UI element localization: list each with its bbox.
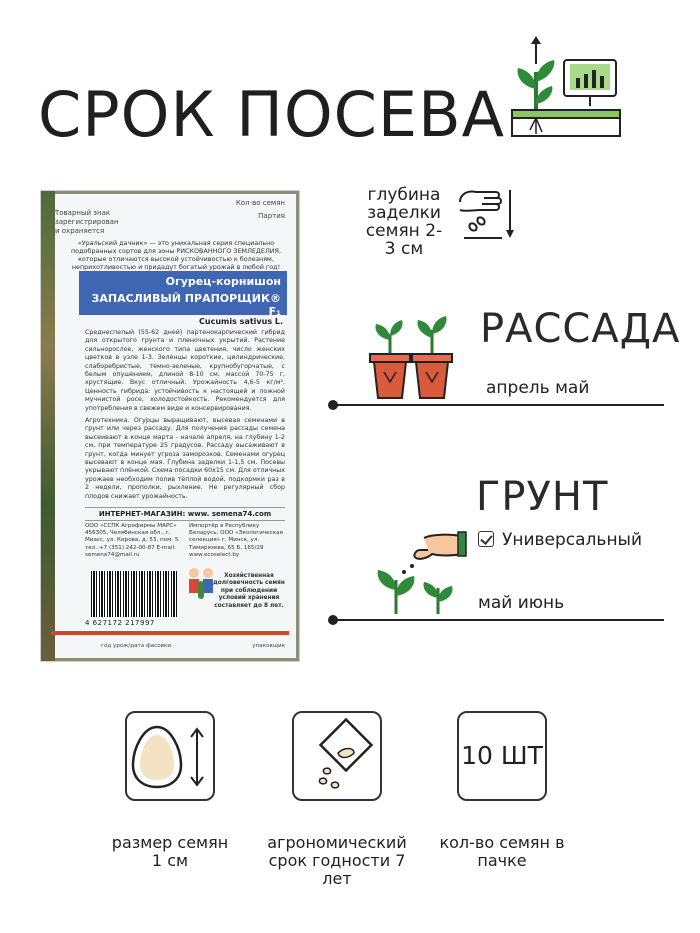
seedlings-months: апрель май [486, 378, 590, 398]
packet-duration: Хозяйственная долговечность семян при соблюдении условий хранения составляет до 8 лет. [213, 573, 285, 609]
open-ground-timeline [334, 619, 664, 621]
barcode-number: 4 627172 217997 [85, 619, 155, 627]
packet-shop: ИНТЕРНЕТ-МАГАЗИН: www. semena74.com [85, 507, 285, 521]
seed-count-value: 10 ШТ [461, 741, 543, 770]
open-ground-title: ГРУНТ [476, 474, 609, 520]
planting-hand-icon [372, 528, 468, 618]
packet-intro: «Уральский дачник» — это уникальная серия специально подобранных сортов для зоны РИСКОВАННОГО ЗЕМЛЕДЕЛИЯ, которые отличаются высокой устойчивостью к болезням, неприхотливостью и придадут богатый урожай в любой год! [71, 239, 281, 271]
seed-count-caption: кол-во семян в пачке [439, 833, 565, 870]
packet-addresses: ООО «ССПК Агрофирмы МАРС» 456305, Челябинская обл., г. Миасс, ул. Кирова, д. 53, пом. 5 тел.:+7 (351) 242-00-87 E-mail: semena74@mail.ru Импортёр в Республику Беларусь: ООО «Экологическая селекция» г. Минск, ул. Тимирязева, 65 Б, 165/29 www.ecoselect.by [85, 523, 283, 558]
seedlings-title: РАССАДА [480, 306, 681, 352]
packet-name-banner: Огурец-корнишон ЗАПАСЛИВЫЙ ПРАПОРЩИК® F₁ [79, 271, 287, 315]
seedlings-timeline [334, 404, 664, 406]
soil-type: Универсальный [478, 530, 642, 550]
seed-packet-icon [294, 713, 380, 799]
page-title: СРОК ПОСЕВА [38, 78, 506, 151]
seed-packet-image [40, 190, 300, 662]
seed-size-box [125, 711, 215, 801]
shelf-life-caption: агрономический срок годности 7 лет [267, 833, 407, 888]
barcode [91, 571, 177, 617]
packet-photo-strip [41, 191, 55, 661]
packet-trademark: Товарный знак зарегистрирован и охраняется [55, 209, 119, 235]
hand-sowing-icon [452, 180, 520, 244]
packet-agrotechnics: Агротехника. Огурцы выращивают, высевая семенами в грунт или через рассаду. Для получения рассады семена высеивают в конце марта - начале апреля, на глубину 1-2 см, при температуре 25 градусов. Рассаду высаживают в грунт, когда минует угроза заморозков. Семенами огурец высевают в конце мая. Глубина заделки 1-1,5 см. Посевы укрывают плёнкой. Схема посадки 60х15 см. Для отличных урожаев необходим полив тёплой водой, подкормки раз в 2 недели, прополки, рыхление. Не регулярный сбор плодов снижает урожайность. [85, 417, 285, 500]
packet-description: Среднеспелый (55-62 дней) партенокарпический гибрид для открытого грунта и пленочных укрытий. Растение сильнорослое, женского типа цветения, число женских цветков в узле 1-3. Зеленцы короткие, цилиндрические, слаборебристые, темно-зеленые, крупнобугорчатые, с белым опушением, длиной 8-10 см, массой 70-75 г, хрустящие. Вкус отличный. Урожайность 4,6-5 кг/м². Ценность гибрида: устойчивость к настоящей и ложной мучнистой росе, холодостойкость. Рекомендуется для употребления в свежем виде и консервирования. [85, 329, 285, 412]
packet-batch-info: Кол-во семян Партия [235, 199, 285, 220]
open-ground-months: май июнь [478, 593, 565, 613]
seedling-pots-icon [366, 316, 462, 402]
seedling-chart-icon [506, 34, 626, 144]
check-icon [478, 531, 494, 547]
seed-size-caption: размер семян 1 см [111, 833, 229, 870]
packet-header [55, 197, 285, 243]
packet-red-line [51, 631, 289, 635]
seed-count-box [457, 711, 547, 801]
packet-latin-name: Cucumis sativus L. [199, 317, 283, 326]
packet-footer: год урож/дата фасовки упаковщик [101, 643, 285, 649]
sowing-depth-label: глубина заделки семян 2-3 см [365, 185, 443, 259]
seed-size-icon [127, 713, 213, 799]
shelf-life-box [292, 711, 382, 801]
